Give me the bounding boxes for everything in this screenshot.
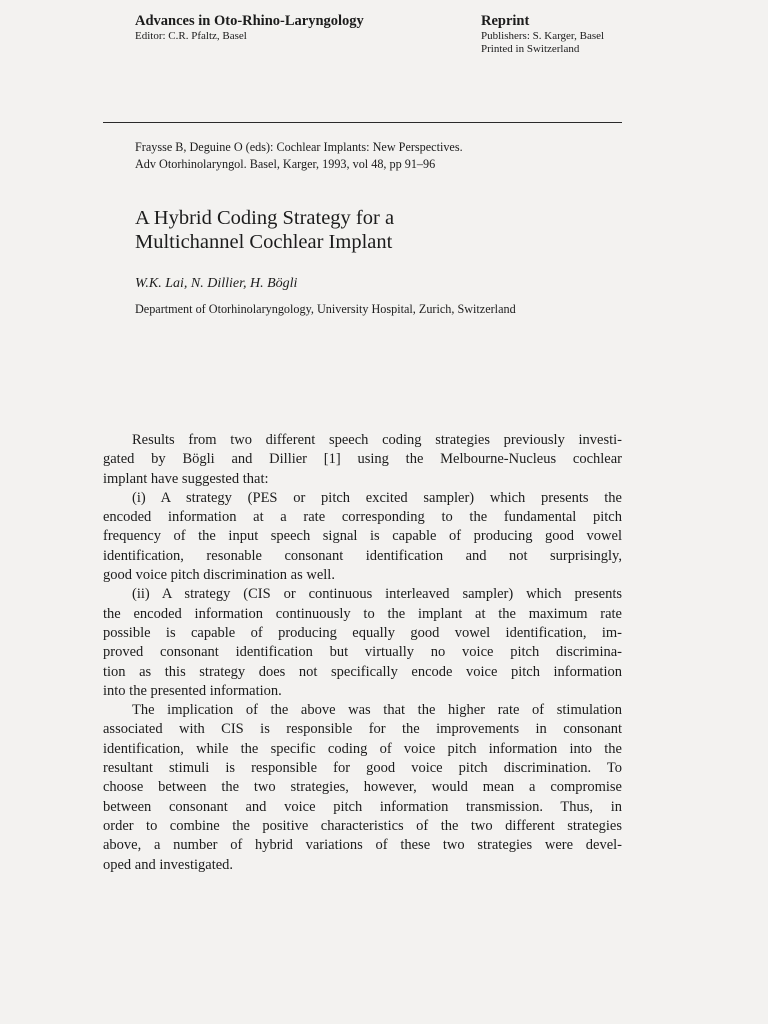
printed-line: Printed in Switzerland [481, 43, 580, 55]
citation-line: Fraysse B, Deguine O (eds): Cochlear Implants: New Perspectives. [135, 140, 463, 154]
authors: W.K. Lai, N. Dillier, H. Bögli [135, 276, 298, 291]
body-line: resultant stimuli is responsible for good voice pitch discrimination. To [103, 760, 622, 777]
editor-line: Editor: C.R. Pfaltz, Basel [135, 30, 247, 42]
citation [135, 139, 463, 173]
reprint-label: Reprint [481, 13, 530, 29]
body-line: (ii) A strategy (CIS or continuous interleaved sampler) which presents [132, 586, 622, 603]
body-line: tion as this strategy does not specifically encode voice pitch information [103, 663, 622, 680]
citation-line: Adv Otorhinolaryngol. Basel, Karger, 1993, vol 48, pp 91–96 [135, 157, 436, 171]
body-line: choose between the two strategies, however, would mean a compromise [103, 779, 622, 796]
body-line: possible is capable of producing equally good vowel identification, im- [103, 624, 622, 641]
series-title: Advances in Oto-Rhino-Laryngology [135, 13, 364, 29]
body-text [103, 431, 622, 875]
body-line: The implication of the above was that the higher rate of stimulation [132, 702, 622, 719]
body-line: between consonant and voice pitch information transmission. Thus, in [103, 798, 622, 815]
body-line: into the presented information. [103, 682, 282, 699]
body-line: (i) A strategy (PES or pitch excited sampler) which presents the [132, 489, 622, 506]
journal-header [135, 12, 455, 43]
body-line: identification, resonable consonant identification and not surprisingly, [103, 547, 622, 564]
body-line: proved consonant identification but virtually no voice pitch discrimina- [103, 644, 622, 661]
body-line: good voice pitch discrimination as well. [103, 567, 335, 584]
body-line: frequency of the input speech signal is capable of producing good vowel [103, 528, 622, 545]
title-line: Multichannel Cochlear Implant [135, 231, 393, 253]
body-line: encoded information at a rate corresponding to the fundamental pitch [103, 509, 622, 526]
header-rule [103, 122, 622, 123]
reprint-header [481, 12, 681, 56]
body-line: oped and investigated. [103, 856, 234, 873]
title-line: A Hybrid Coding Strategy for a [135, 207, 395, 229]
body-line: implant have suggested that: [103, 470, 269, 487]
publishers-line: Publishers: S. Karger, Basel [481, 30, 605, 42]
body-line: gated by Bögli and Dillier [1] using the Melbourne-Nucleus cochlear [103, 451, 622, 468]
body-line: above, a number of hybrid variations of these two strategies were devel- [103, 837, 622, 854]
body-line: the encoded information continuously to the implant at the maximum rate [103, 605, 622, 622]
article-title [135, 206, 394, 254]
body-line: order to combine the positive characteristics of the two different strategies [103, 817, 622, 834]
affiliation: Department of Otorhinolaryngology, University Hospital, Zurich, Switzerland [135, 302, 516, 316]
body-line: identification, while the specific coding of voice pitch information into the [103, 740, 622, 757]
body-line: Results from two different speech coding strategies previously investi- [132, 432, 622, 448]
body-line: associated with CIS is responsible for the improvements in consonant [103, 721, 622, 738]
